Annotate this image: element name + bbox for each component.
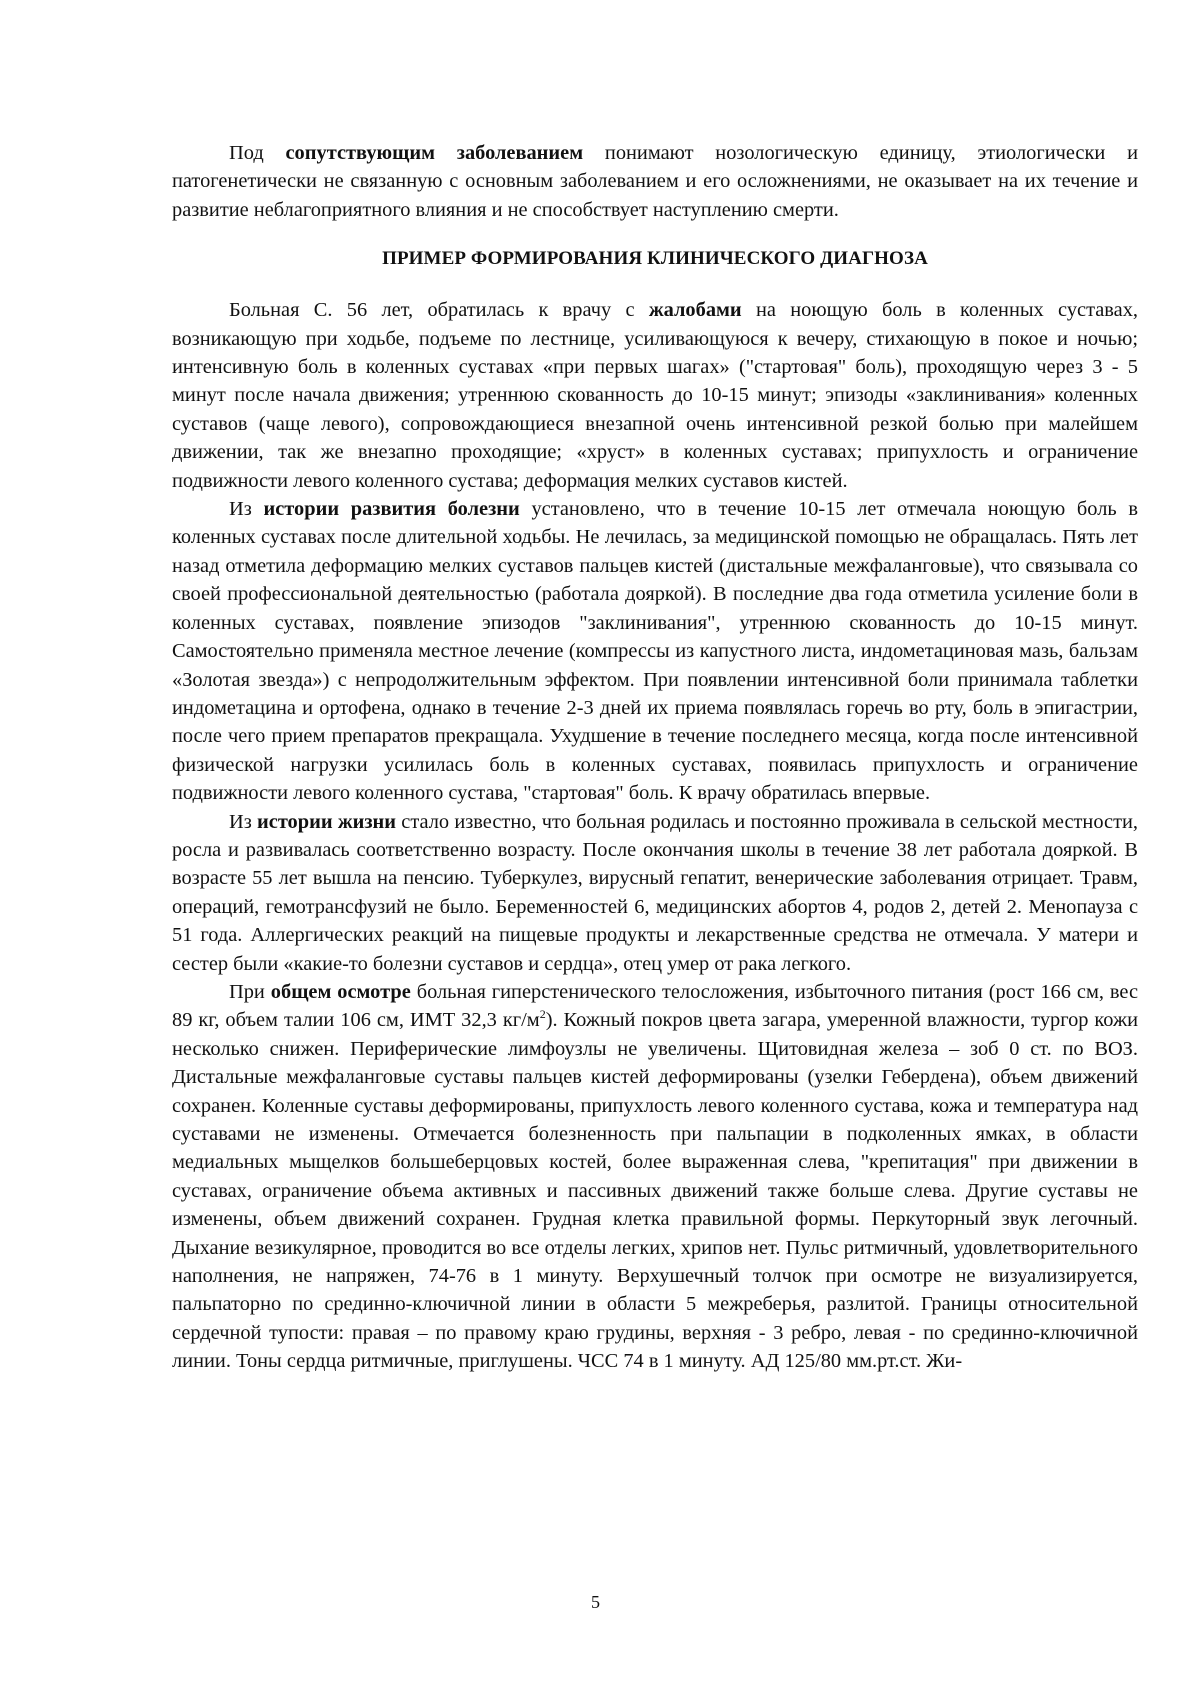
complaints-paragraph [172, 296, 1138, 495]
term-disease-history: истории развития болезни [263, 498, 520, 521]
term-general-examination: общем осмотре [270, 980, 411, 1003]
paragraph-text: стало известно, что больная родилась и постоянно проживала в сельской местности, росла и развивалась соответственно возрасту. После окончания школы в течение 38 лет работала дояркой. В возрасте 55 лет вышла на пенсию. Туберкулез, вирусный гепатит, венерические заболевания отрицает. Травм, операций, гемотрансфузий не было. Беременностей 6, медицинских абортов 4, родов 2, детей 2. Менопауза с 51 года. Аллергических реакций на пищевые продукты и лекарственные средства не отмечала. У матери и сестер были «какие-то болезни суставов и сердца», отец умер от рака легкого. [172, 810, 1139, 975]
anamnesis-vitae-paragraph [172, 808, 1138, 978]
paragraph-text: понимают нозологическую единицу, этиологически и патогенетически не связанную с основным заболеванием и его осложнениями, не оказывает на их течение и развитие неблагоприятного влияния и не способствует наступлению смерти. [172, 142, 1138, 221]
page-number: 5 [591, 1592, 600, 1612]
term-concomitant-disease: сопутствующим заболеванием [285, 142, 584, 164]
page-content [172, 139, 1138, 1376]
paragraph-intro: Из [229, 498, 264, 521]
paragraph-intro: При [229, 980, 271, 1003]
term-life-history: истории жизни [257, 810, 397, 833]
anamnesis-morbi-paragraph [172, 495, 1138, 807]
paragraph-intro: Больная С. 56 лет, обратилась к врачу с [229, 299, 649, 322]
paragraph-intro: Из [229, 810, 258, 833]
paragraph-text: установлено, что в течение 10-15 лет отмечала ноющую боль в коленных суставах после длительной ходьбы. Не лечилась, за медицинской помощью не обращалась. Пять лет назад отметила деформацию мелких суставов пальцев кистей (дистальные межфаланговые), что связывала со своей профессиональной деятельностью (работала дояркой). В последние два года отметила усиление боли в коленных суставах, появление эпизодов "заклинивания", утреннюю скованность до 10-15 минут. Самостоятельно применяла местное лечение (компрессы из капустного листа, индометациновая мазь, бальзам «Золотая звезда») с непродолжительным эффектом. При появлении интенсивной боли принимала таблетки индометацина и ортофена, однако в течение 2-3 дней их приема появлялась горечь во рту, боль в эпигастрии, после чего прием препаратов прекращала. Ухудшение в течение последнего месяца, когда после интенсивной физической нагрузки усилилась боль в коленных суставах, появилась припухлость и ограничение подвижности левого коленного сустава, "стартовая" боль. К врачу обратилась впервые. [172, 498, 1138, 805]
superscript-squared: 2 [539, 1007, 546, 1022]
paragraph-text: больная гиперстенического телосложения, избыточного питания (рост 166 см, вес 89 кг, объем талии 106 см, ИМТ 32,3 кг/м [172, 980, 1139, 1032]
term-complaints: жалобами [648, 299, 742, 322]
examination-paragraph [172, 978, 1138, 1376]
section-title: ПРИМЕР ФОРМИРОВАНИЯ КЛИНИЧЕСКОГО ДИАГНОЗА [382, 248, 928, 270]
paragraph-intro: Под [229, 142, 286, 164]
paragraph-text-continued: ). Кожный покров цвета загара, умеренной влажности, тургор кожи несколько снижен. Периферические лимфоузлы не увеличены. Щитовидная железа – зоб 0 ст. по ВОЗ. Дистальные межфаланговые суставы пальцев кистей деформированы (узелки Гебердена), объем движений сохранен. Коленные суставы деформированы, припухлость левого коленного сустава, кожа и температура над суставами не изменены. Отмечается болезненность при пальпации в подколенных ямках, в области медиальных мыщелков большеберцовых костей, более выраженная слева, "крепитация" при движении в суставах, ограничение объема активных и пассивных движений также больше слева. Другие суставы не изменены, объем движений сохранен. Грудная клетка правильной формы. Перкуторный звук легочный. Дыхание везикулярное, проводится во все отделы легких, хрипов нет. Пульс ритмичный, удовлетворительного наполнения, не напряжен, 74-76 в 1 минуту. Верхушечный толчок при осмотре не визуализируется, пальпаторно по срединно-ключичной линии в области 5 межреберья, разлитой. Границы относительной сердечной тупости: правая – по правому краю грудины, верхняя - 3 ребро, левая - по срединно-ключичной линии. Тоны сердца ритмичные, приглушены. ЧСС 74 в 1 минуту. АД 125/80 мм.рт.ст. Жи- [172, 1009, 1138, 1373]
concomitant-disease-paragraph [172, 139, 1138, 224]
paragraph-text: на ноющую боль в коленных суставах, возникающую при ходьбе, подъеме по лестнице, усиливающуюся к вечеру, стихающую в покое и ночью; интенсивную боль в коленных суставах «при первых шагах» ("стартовая" боль), проходящую через 3 - 5 минут после начала движения; утреннюю скованность до 10-15 минут; эпизоды «заклинивания» коленных суставов (чаще левого), сопровождающиеся внезапной очень интенсивной резкой болью при малейшем движении, так же внезапно проходящие; «хруст» в коленных суставах; припухлость и ограничение подвижности левого коленного сустава; деформация мелких суставов кистей. [172, 299, 1138, 492]
